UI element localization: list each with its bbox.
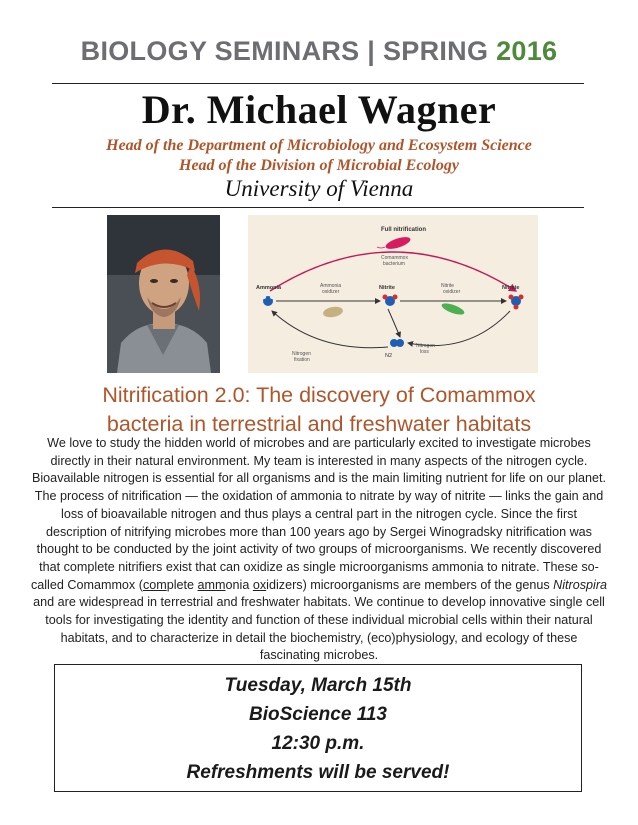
abstract-part-2: and are widespread in terrestrial and freshwater habitats. We continue to develop innovative single cell tools for investigating the identity and function of these individual microbial cells within their natural habitats, and to characterize in detail the biochemistry, (eco)physiology, and ecology of these fascinating microbes. [33,595,605,663]
label-nitrate: Nitrate [502,285,520,291]
label-nitrogen-fixation-2: fixation [294,357,310,363]
abstract-onia: onia [225,577,253,592]
series-name: BIOLOGY SEMINARS | SPRING [80,36,489,66]
label-nitrite: Nitrite [379,285,395,291]
event-note: Refreshments will be served! [186,762,450,783]
label-full-nitrification: Full nitrification [381,227,426,233]
abstract-part-1: We love to study the hidden world of microbes and are particularly excited to investigate microbes directly in their natural environment. My team is interested in many aspects of the nitrogen cycle. Bioavailable nitrogen is essential for all organisms and is the main limiting nutrient for life on our planet. The process of nitrification — the oxidation of ammonia to nitrate by way of nitrite — links the gain and loss of bioavailable nitrogen and thus plays a central part in the nitrogen cycle. Since the first description of nitrifying microbes more than 100 years ago by Sergei Winogradsky nitrification was thought to be conducted by the joint activity of two groups of microorganisms. We recently discovered that complete nitrifiers exist that can oxidize as single microorganisms ammonia to nitrate. These so-called Comammox ( [30,436,607,592]
abstract-idizers: idizers) microorganisms are members of the genus [266,577,554,592]
label-ammonia: Ammonia [256,285,282,291]
abstract [30,435,608,665]
nitrate-molecule-icon [509,295,524,310]
speaker-photo [107,215,220,373]
speaker-university: University of Vienna [224,176,414,201]
label-nitrogen-loss-1: Nitrogen [416,343,435,349]
label-nitrogen-fixation-1: Nitrogen [292,351,311,357]
event-details-box [54,664,582,792]
ammonia-molecule-icon [262,295,274,306]
speaker-title-2: Head of the Division of Microbial Ecology [179,157,459,174]
label-comammox-1: Comammox [381,255,408,261]
label-nitrite-oxidizer-2: oxidizer [443,289,461,295]
label-ammonia-oxidizer-2: oxidizer [322,289,340,295]
comammox-bacterium-icon [377,235,412,252]
abstract-plete: plete [166,577,198,592]
talk-title-line-1: Nitrification 2.0: The discovery of Comammox [102,383,536,407]
label-nitrite-oxidizer-1: Nitrite [441,283,455,289]
seminar-series-header [0,36,638,67]
abstract-ox: ox [252,577,267,592]
series-year: 2016 [496,36,558,66]
nitrite-molecule-icon [383,295,398,307]
bottom-divider [52,207,584,208]
ammonia-oxidizer-icon [322,305,343,318]
nitrification-diagram [248,215,538,373]
label-comammox-2: bacterium [383,261,405,267]
talk-title [0,381,638,439]
event-time: 12:30 p.m. [271,733,365,754]
abstract-amm: amm [197,577,226,592]
top-divider [52,83,584,84]
speaker-title-1: Head of the Department of Microbiology and Ecosystem Science [106,137,532,154]
label-nitrogen-loss-2: loss [420,349,429,355]
nitrite-oxidizer-icon [440,301,465,317]
event-location: BioScience 113 [248,704,387,725]
speaker-name: Dr. Michael Wagner [141,87,497,132]
label-ammonia-oxidizer-1: Ammonia [320,283,342,289]
abstract-com: com [142,577,167,592]
label-n2: N2 [385,353,393,359]
talk-title-line-2: bacteria in terrestrial and freshwater habitats [106,412,532,436]
abstract-genus: Nitrospira [553,577,608,592]
dinitrogen-molecule-icon [390,339,404,347]
event-date: Tuesday, March 15th [224,675,412,696]
